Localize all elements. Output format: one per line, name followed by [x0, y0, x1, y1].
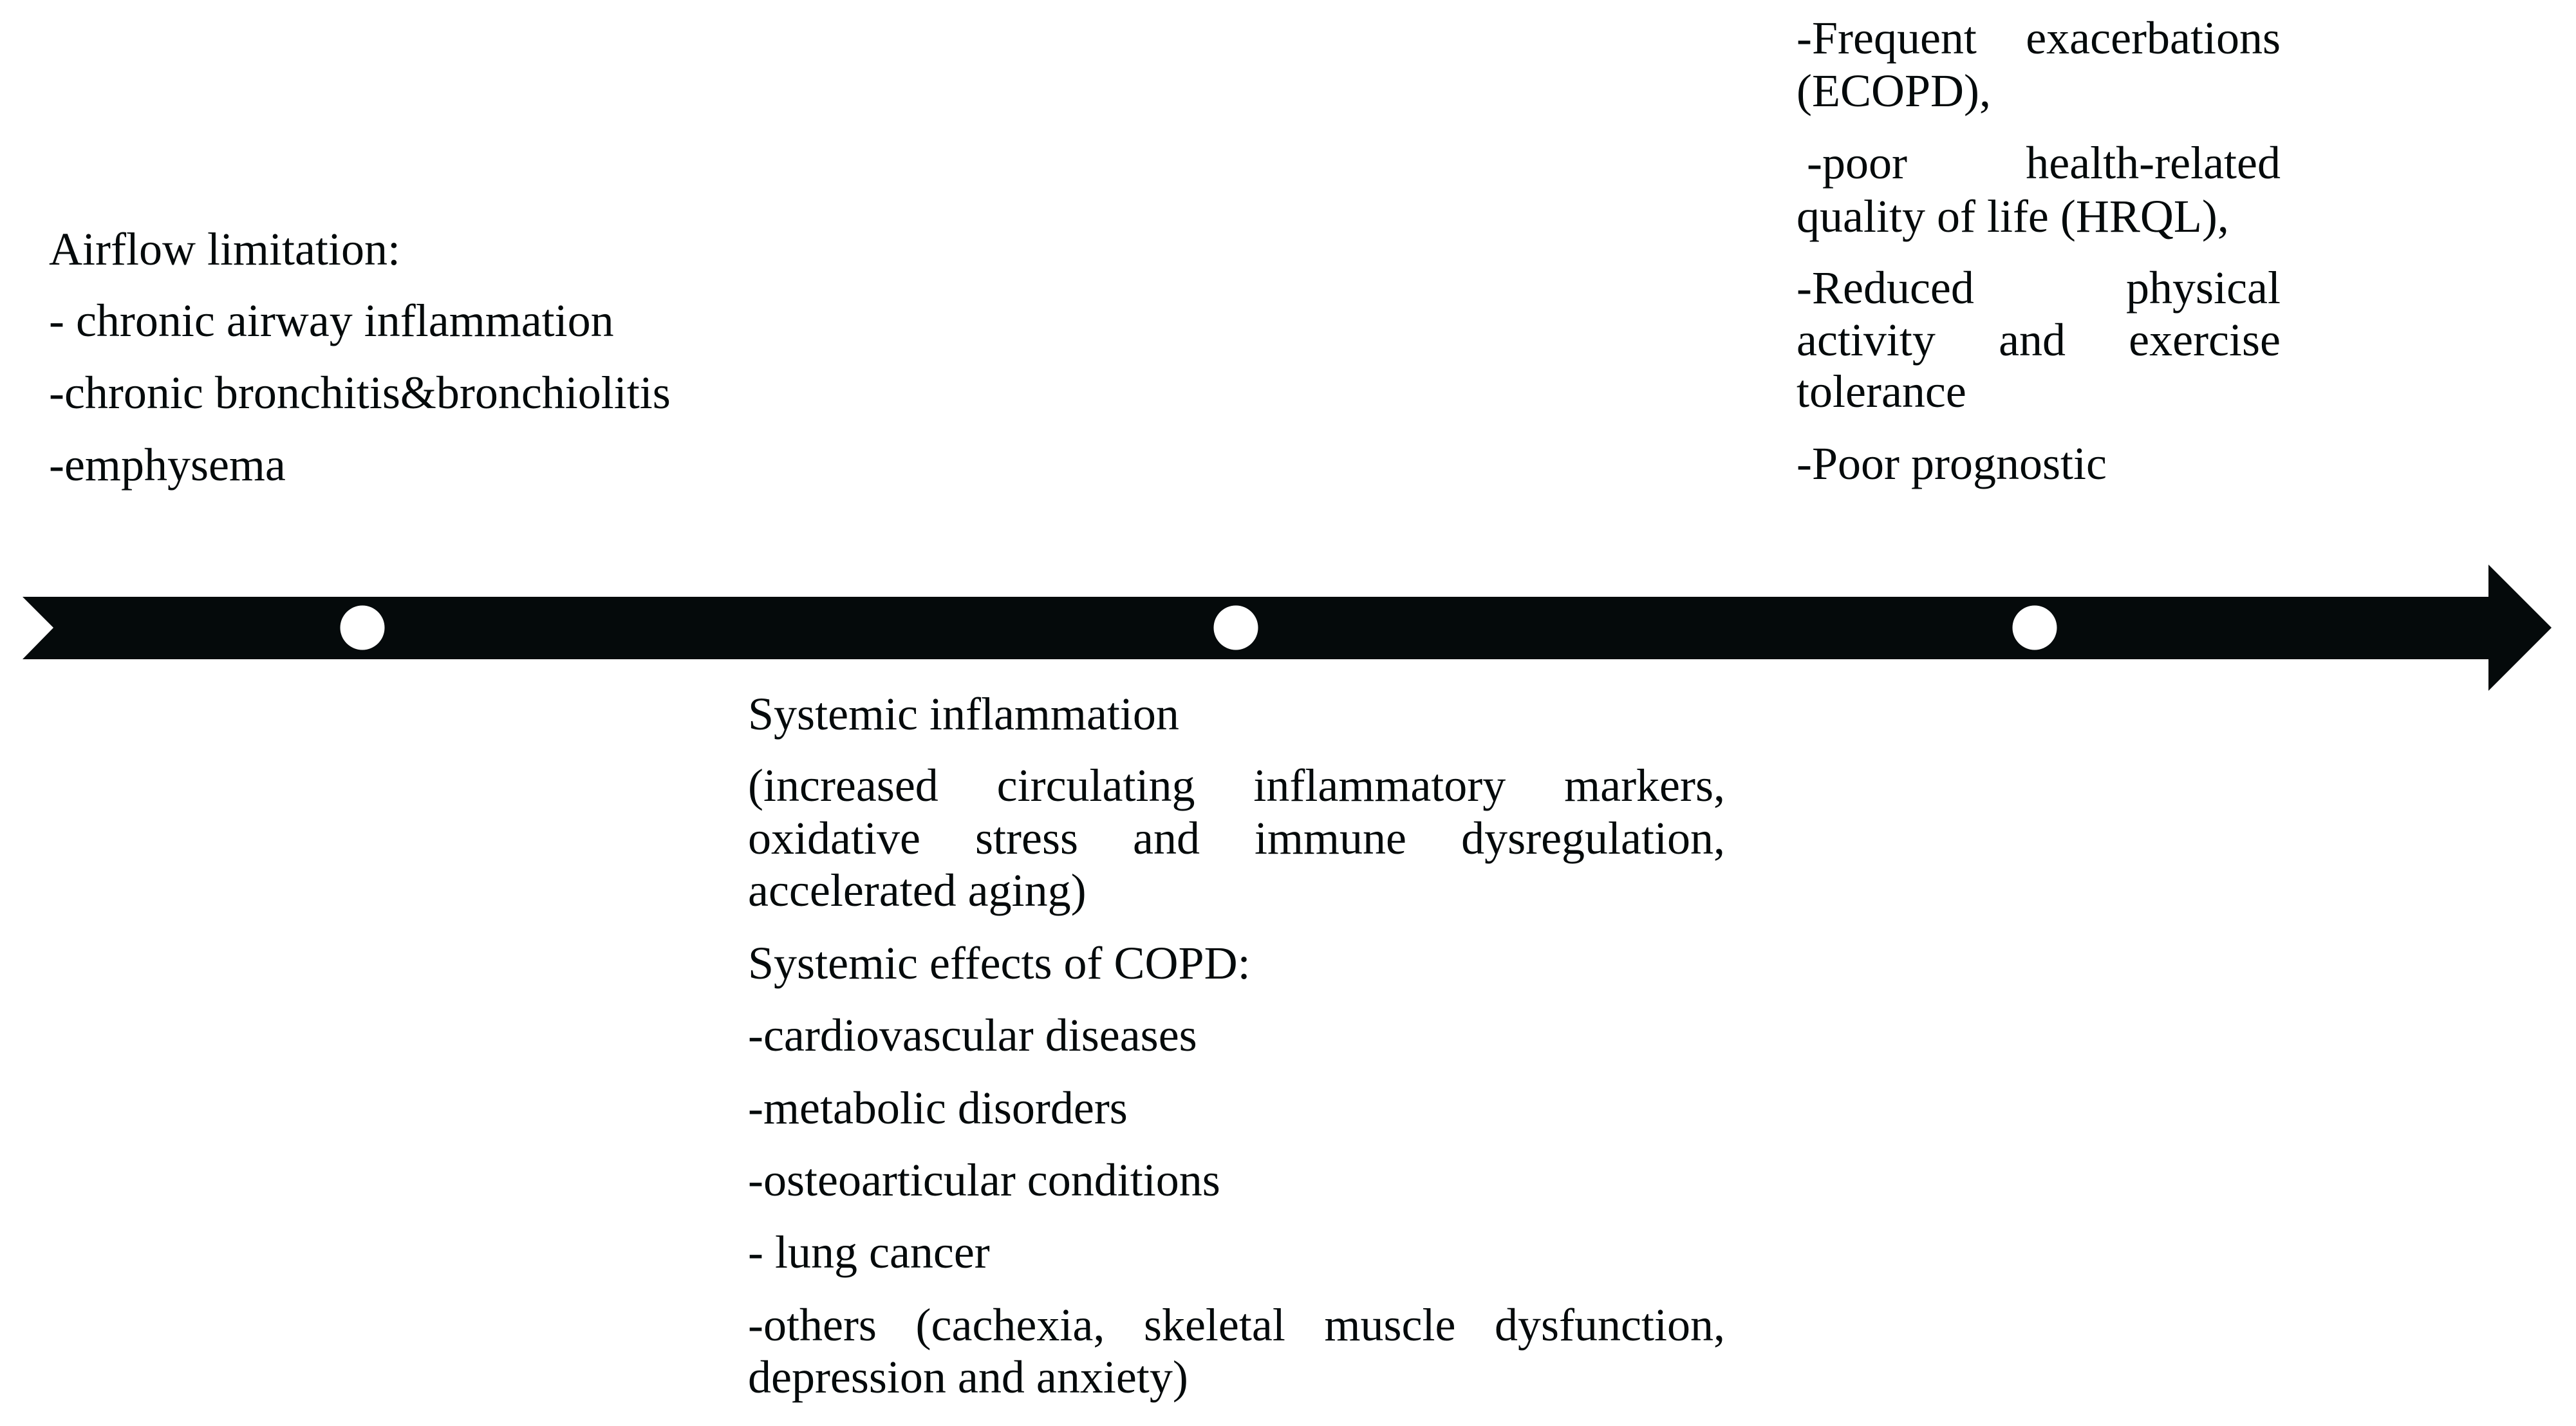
- outcome-line: -Frequent exacerbations: [1797, 12, 2281, 64]
- inflammation-description-line: (increased circulating inflammatory markers,: [748, 760, 1725, 811]
- outcome-line: (ECOPD),: [1797, 65, 1991, 117]
- systemic-effects-title: Systemic effects of COPD:: [748, 937, 1251, 989]
- timeline-marker-2: [1214, 606, 1258, 650]
- airflow-item: -chronic bronchitis&bronchiolitis: [49, 367, 671, 418]
- arrow-shape: [23, 565, 2552, 691]
- airflow-limitation-title: Airflow limitation:: [49, 223, 400, 275]
- timeline-marker-1: [341, 606, 385, 650]
- systemic-effect-others-line: -others (cachexia, skeletal muscle dysfunction,: [748, 1299, 1725, 1351]
- outcome-line: tolerance: [1797, 366, 1966, 417]
- systemic-effect-item: -osteoarticular conditions: [748, 1154, 1220, 1206]
- outcome-line: -Poor prognostic: [1797, 438, 2107, 489]
- inflammation-description-line: accelerated aging): [748, 865, 1087, 916]
- systemic-effect-others-line: depression and anxiety): [748, 1351, 1188, 1403]
- outcome-line: -poor health-related: [1807, 137, 2281, 189]
- systemic-effect-item: -metabolic disorders: [748, 1082, 1128, 1134]
- outcome-line: quality of life (HRQL),: [1797, 191, 2229, 242]
- airflow-item: - chronic airway inflammation: [49, 295, 614, 346]
- outcome-line: -Reduced physical: [1797, 262, 2281, 314]
- inflammation-description-line: oxidative stress and immune dysregulation,: [748, 812, 1725, 864]
- outcome-line: activity and exercise: [1797, 314, 2281, 366]
- systemic-inflammation-title: Systemic inflammation: [748, 688, 1179, 740]
- airflow-item: -emphysema: [49, 439, 286, 491]
- systemic-effect-item: -cardiovascular diseases: [748, 1009, 1197, 1061]
- systemic-effect-item: - lung cancer: [748, 1226, 990, 1278]
- timeline-marker-3: [2013, 606, 2057, 650]
